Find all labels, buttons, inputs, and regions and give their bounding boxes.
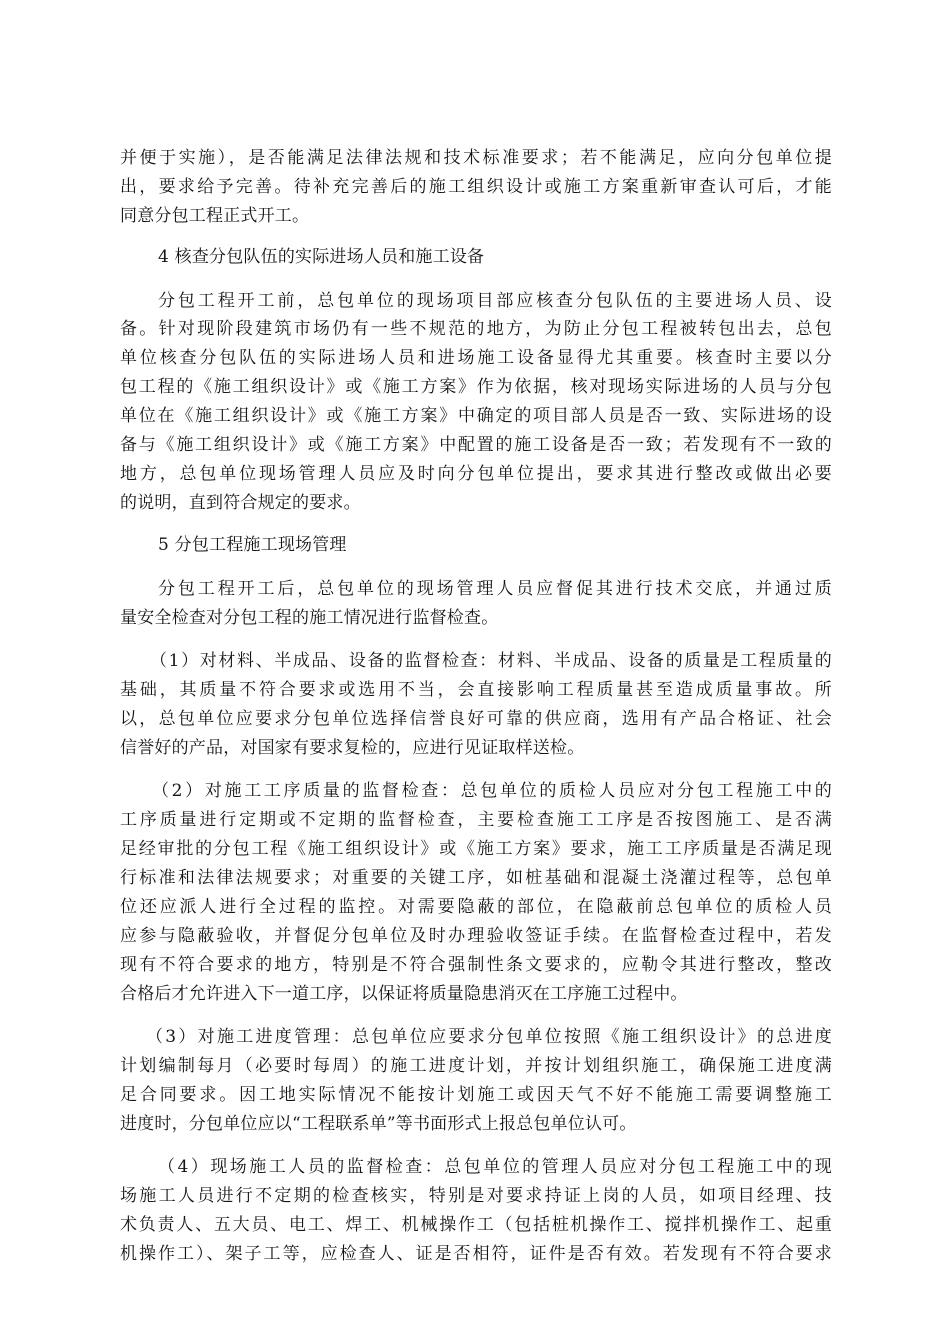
paragraph-line: 足合同要求。因工地实际情况不能按计划施工或因天气不好不能施工需要调整施工	[120, 1085, 832, 1105]
paragraph-line: 现有不符合要求的地方，特别是不符合强制性条文要求的，应勒令其进行整改，整改	[120, 955, 832, 975]
paragraph-line: 分包工程开工后，总包单位的现场管理人员应督促其进行技术交底，并通过质	[158, 579, 832, 599]
paragraph-line: 同意分包工程正式开工。	[120, 206, 310, 226]
paragraph-line: 的说明，直到符合规定的要求。	[120, 493, 361, 513]
paragraph-line: 信誉好的产品，对国家有要求复检的，应进行见证取样送检。	[120, 738, 585, 758]
paragraph-line: 应参与隐蔽验收，并督促分包单位及时办理验收签证手续。在监督检查过程中，若发	[120, 926, 832, 946]
section-heading: 4 核查分包队伍的实际进场人员和施工设备	[158, 247, 485, 267]
paragraph-line: （1）对材料、半成品、设备的监督检查：材料、半成品、设备的质量是工程质量的	[150, 651, 832, 671]
paragraph-line: 工序质量进行定期或不定期的监督检查，主要检查施工工序是否按图施工、是否满	[120, 810, 832, 830]
paragraph-line: 包工程的《施工组织设计》或《施工方案》作为依据，核对现场实际进场的人员与分包	[120, 377, 832, 397]
paragraph-line: 机操作工）、架子工等，应检查人、证是否相符，证件是否有效。若发现有不符合要求	[120, 1244, 832, 1264]
paragraph-line: 基础，其质量不符合要求或选用不当，会直接影响工程质量甚至造成质量事故。所	[120, 680, 832, 700]
paragraph-line: 备。针对现阶段建筑市场仍有一些不规范的地方，为防止分包工程被转包出去，总包	[120, 319, 832, 339]
paragraph-line: 以，总包单位应要求分包单位选择信誉良好可靠的供应商，选用有产品合格证、社会	[120, 709, 832, 729]
paragraph-line: 并便于实施），是否能满足法律法规和技术标准要求；若不能满足，应向分包单位提	[120, 148, 832, 168]
section-heading: 5 分包工程施工现场管理	[158, 535, 347, 555]
paragraph-line: （3）对施工进度管理：总包单位应要求分包单位按照《施工组织设计》的总进度	[146, 1027, 832, 1047]
paragraph-line: 场施工人员进行不定期的检查核实，特别是对要求持证上岗的人员，如项目经理、技	[120, 1186, 832, 1206]
paragraph-line: 术负责人、五大员、电工、焊工、机械操作工（包括桩机操作工、搅拌机操作工、起重	[120, 1215, 832, 1235]
paragraph-line: 足经审批的分包工程《施工组织设计》或《施工方案》要求，施工工序质量是否满足现	[120, 839, 832, 859]
paragraph-line: 计划编制每月（必要时每周）的施工进度计划，并按计划组织施工，确保施工进度满	[120, 1056, 832, 1076]
paragraph-line: 合格后才允许进入下一道工序，以保证将质量隐患消灭在工序施工过程中。	[120, 984, 688, 1004]
paragraph-line: 行标准和法律法规要求；对重要的关键工序，如桩基础和混凝土浇灌过程等，总包单	[120, 868, 832, 888]
paragraph-line: 分包工程开工前，总包单位的现场项目部应核查分包队伍的主要进场人员、设	[158, 291, 832, 311]
paragraph-line: 出，要求给予完善。待补充完善后的施工组织设计或施工方案重新审查认可后，才能	[120, 177, 832, 197]
paragraph-line: 位还应派人进行全过程的监控。对需要隐蔽的部位，在隐蔽前总包单位的质检人员	[120, 897, 832, 917]
paragraph-line: 地方，总包单位现场管理人员应及时向分包单位提出，要求其进行整改或做出必要	[120, 464, 832, 484]
paragraph-line: 进度时，分包单位应以“工程联系单”等书面形式上报总包单位认可。	[120, 1114, 637, 1134]
paragraph-line: 单位在《施工组织设计》或《施工方案》中确定的项目部人员是否一致、实际进场的设	[120, 406, 832, 426]
paragraph-line: 单位核查分包队伍的实际进场人员和进场施工设备显得尤其重要。核查时主要以分	[120, 348, 832, 368]
paragraph-line: （4）现场施工人员的监督检查：总包单位的管理人员应对分包工程施工中的现	[158, 1157, 832, 1177]
paragraph-line: 量安全检查对分包工程的施工情况进行监督检查。	[120, 608, 499, 628]
paragraph-line: （2）对施工工序质量的监督检查：总包单位的质检人员应对分包工程施工中的	[152, 781, 832, 801]
paragraph-line: 备与《施工组织设计》或《施工方案》中配置的施工设备是否一致；若发现有不一致的	[120, 435, 832, 455]
